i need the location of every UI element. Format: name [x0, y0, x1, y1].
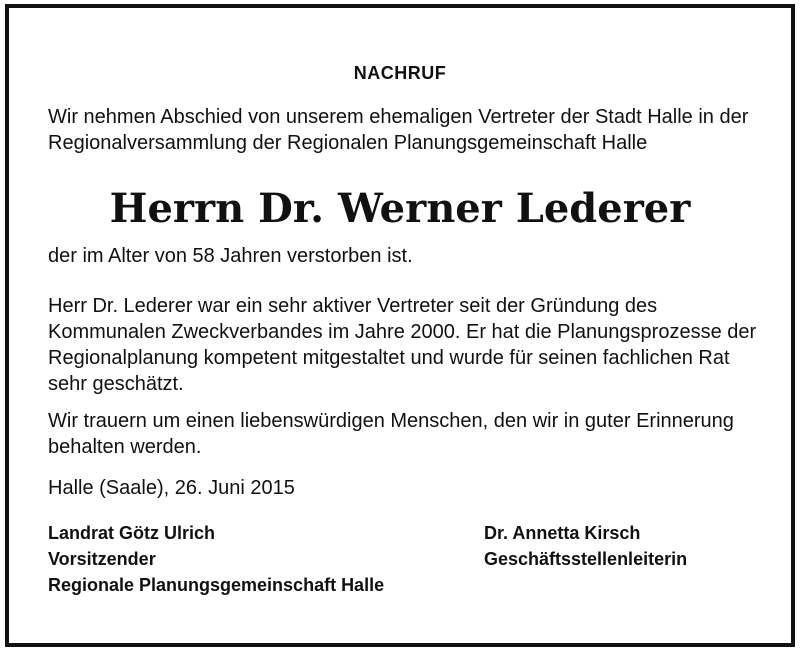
tribute-text: Herr Dr. Lederer war ein sehr aktiver Vertreter seit der Gründung des Kommunalen Zweckverbandes im Jahre 2000. Er hat die Planungsprozesse der Regionalplanung kompetent mitgestaltet und wurde für seinen fachlichen Rat sehr geschätzt.: [48, 295, 757, 395]
signatory-left: [48, 520, 384, 598]
intro-text: Wir nehmen Abschied von unserem ehemaligen Vertreter der Stadt Halle in der Regionalversammlung der Regionalen Planungsgemeinschaft Halle: [48, 106, 749, 154]
obituary-notice: [5, 4, 795, 647]
signatory-left-org: Regionale Planungsgemeinschaft Halle: [48, 575, 385, 595]
mourning-text: Wir trauern um einen liebenswürdigen Menschen, den wir in guter Erinnerung behalten werden.: [48, 410, 734, 458]
notice-heading: NACHRUF: [353, 63, 447, 83]
signatory-left-role: Vorsitzender: [48, 549, 156, 569]
deceased-name: Herrn Dr. Werner Lederer: [109, 185, 691, 232]
age-line: der im Alter von 58 Jahren verstorben ist.: [48, 245, 413, 267]
signatory-right-role: Geschäftsstellenleiterin: [484, 549, 688, 569]
signatory-left-name: Landrat Götz Ulrich: [48, 523, 216, 543]
place-date: Halle (Saale), 26. Juni 2015: [48, 477, 295, 499]
signatory-right: [484, 520, 687, 572]
signatory-right-name: Dr. Annetta Kirsch: [484, 523, 641, 543]
